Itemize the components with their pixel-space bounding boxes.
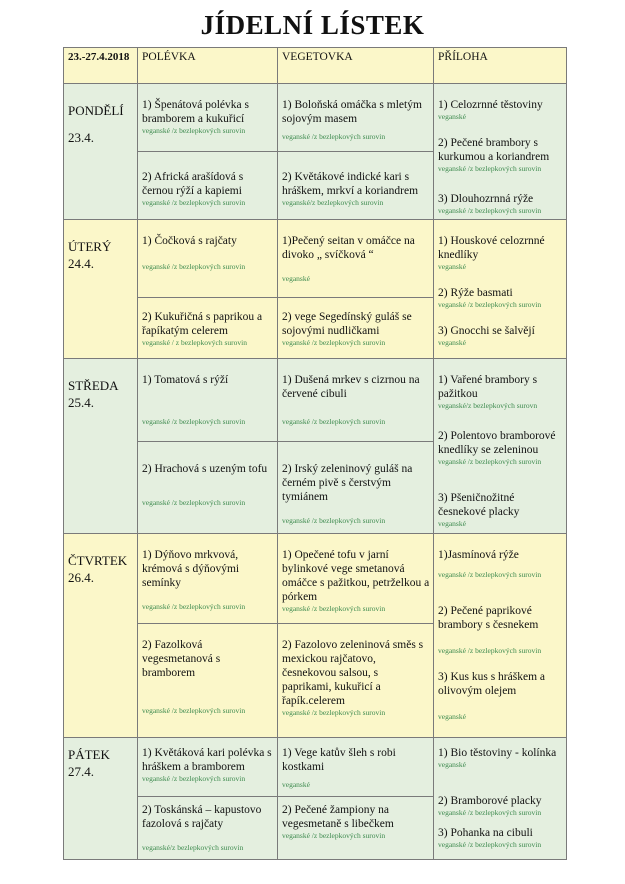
dish-text: 1)Pečený seitan v omáčce na divoko „ svíčková “ (282, 235, 415, 261)
diet-tag: veganské (438, 760, 466, 769)
dish-text: 1) Celozrnné těstoviny (438, 99, 543, 111)
side-cell (433, 83, 567, 220)
menu-title: JÍDELNÍ LÍSTEK (200, 10, 425, 40)
vege-cell (277, 737, 434, 797)
diet-tag: veganské /z bezlepkových surovin (438, 646, 542, 655)
dish-text: 1) Dýňovo mrkvová, krémová s dýňovými semínky (142, 549, 240, 589)
dish-text: 1) Špenátová polévka s bramborem a kukuřicí (142, 99, 249, 125)
dish-text: 2) Pečené paprikové brambory s česnekem (438, 605, 539, 631)
diet-tag: veganské /z bezlepkových surovin (438, 808, 542, 817)
diet-tag: veganské /z bezlepkových surovin (438, 206, 542, 215)
soup-cell (137, 83, 278, 152)
dish-text: 3) Pohanka na cibuli (438, 827, 533, 839)
menu-table (63, 47, 567, 860)
day-date: 27.4. (68, 764, 94, 779)
diet-tag: veganské /z bezlepkových surovin (142, 498, 246, 507)
diet-tag: veganské /z bezlepkových surovin (438, 164, 542, 173)
day-name: ÚTERÝ (68, 239, 112, 254)
day-name: PONDĚLÍ (68, 103, 124, 118)
dish-text: 3) Pšeničnožitné česnekové placky (438, 492, 520, 518)
dish-text: 2) Fazolovo zeleninová směs s mexickou rajčatovo, česnekovou salsou, s paprikami, kukuřicí a řapík.celerem (282, 639, 424, 707)
soup-cell (137, 358, 278, 442)
diet-tag: veganské /z bezlepkových surovin (282, 516, 386, 525)
diet-tag: veganské /z bezlepkových surovin (142, 774, 246, 783)
diet-tag: veganské /z bezlepkových surovin (282, 338, 386, 347)
day-name: PÁTEK (68, 747, 110, 762)
dish-text: 1) Vařené brambory s pažitkou (438, 374, 538, 400)
dish-text: 2) Hrachová s uzeným tofu (142, 463, 268, 475)
diet-tag: veganské /z bezlepkových surovin (142, 706, 246, 715)
dish-text: 2) Květákové indické kari s hráškem, mrkví a koriandrem (282, 171, 419, 197)
dish-text: 1) Tomatová s rýží (142, 374, 229, 386)
day-date: 24.4. (68, 256, 94, 271)
soup-cell (137, 151, 278, 220)
diet-tag: veganské /z bezlepkových surovin (282, 708, 386, 717)
vege-cell (277, 796, 434, 860)
diet-tag: veganské /z bezlepkových surovin (438, 300, 542, 309)
dish-text: 2) Polentovo bramborové knedlíky se zeleninou (438, 430, 556, 456)
dish-text: 2) Toskánská – kapustovo fazolová s rajčaty (142, 804, 262, 830)
soup-cell (137, 219, 278, 298)
diet-tag: veganské (438, 712, 466, 721)
vege-cell (277, 533, 434, 624)
diet-tag: veganské /z bezlepkových surovin (142, 126, 246, 135)
soup-cell (137, 623, 278, 738)
day-date: 23.4. (68, 130, 94, 145)
diet-tag: veganské /z bezlepkových surovin (282, 831, 386, 840)
soup-cell (137, 796, 278, 860)
soup-cell (137, 737, 278, 797)
header-date-range: 23.-27.4.2018 (63, 47, 138, 84)
diet-tag: veganské /z bezlepkových surovin (142, 262, 246, 271)
soup-cell (137, 441, 278, 534)
dish-text: 2) Fazolková vegesmetanová s bramborem (142, 639, 221, 679)
dish-text: 2) Bramborové placky (438, 795, 542, 807)
diet-tag: veganské (438, 112, 466, 121)
dish-text: 3) Kus kus s hráškem a olivovým olejem (438, 671, 545, 697)
dish-text: 1) Dušená mrkev s cizrnou na červené cibuli (282, 374, 420, 400)
day-tuesday (63, 219, 138, 359)
dish-text: 2) Pečené žampiony na vegesmetaně s libečkem (282, 804, 394, 830)
diet-tag: veganské/z bezlepkových surovin (142, 843, 244, 852)
vege-cell (277, 358, 434, 442)
diet-tag: veganské / z bezlepkových surovin (142, 338, 247, 347)
diet-tag: veganské/z bezlepkových surovin (282, 198, 384, 207)
diet-tag: veganské /z bezlepkových surovin (438, 457, 542, 466)
diet-tag: veganské (438, 262, 466, 271)
dish-text: 2) Kukuřičná s paprikou a řapíkatým celerem (142, 311, 263, 337)
side-cell (433, 533, 567, 738)
vege-cell (277, 151, 434, 220)
diet-tag: veganské /z bezlepkových surovin (142, 198, 246, 207)
dish-text: 2) Rýže basmati (438, 287, 513, 299)
dish-text: 2) Pečené brambory s kurkumou a koriandrem (438, 137, 550, 163)
vege-cell (277, 441, 434, 534)
diet-tag: veganské (438, 338, 466, 347)
diet-tag: veganské (282, 780, 310, 789)
day-name: STŘEDA (68, 378, 119, 393)
dish-text: 3) Gnocchi se šalvějí (438, 325, 535, 337)
dish-text: 1)Jasmínová rýže (438, 549, 519, 561)
vege-cell (277, 219, 434, 298)
side-cell (433, 219, 567, 359)
dish-text: 2) vege Segedínský guláš se sojovými nudličkami (282, 311, 412, 337)
diet-tag: veganské (282, 274, 310, 283)
day-thursday (63, 533, 138, 738)
day-name: ČTVRTEK (68, 553, 128, 568)
diet-tag: veganské /z bezlepkových surovin (282, 132, 386, 141)
dish-text: 2) Africká arašídová s černou rýží a kapiemi (142, 171, 244, 197)
day-date: 25.4. (68, 395, 94, 410)
dish-text: 1) Opečené tofu v jarní bylinkové vege smetanová omáčce s pažitkou, petrželkou a pórkem (282, 549, 430, 603)
dish-text: 3) Dlouhozrnná rýže (438, 193, 534, 205)
header-priloha: PŘÍLOHA (433, 47, 567, 84)
day-friday (63, 737, 138, 860)
diet-tag: veganské/z bezlepkových surovn (438, 401, 538, 410)
day-wednesday (63, 358, 138, 534)
vege-cell (277, 297, 434, 359)
header-polevka: POLÉVKA (137, 47, 278, 84)
vege-cell (277, 623, 434, 738)
dish-text: 1) Květáková kari polévka s hráškem a bramborem (142, 747, 272, 773)
dish-text: 1) Čočková s rajčaty (142, 235, 237, 247)
diet-tag: veganské /z bezlepkových surovin (282, 417, 386, 426)
diet-tag: veganské /z bezlepkových surovin (142, 417, 246, 426)
soup-cell (137, 297, 278, 359)
dish-text: 1) Vege katův šleh s robi kostkami (282, 747, 396, 773)
diet-tag: veganské /z bezlepkových surovin (282, 604, 386, 613)
diet-tag: veganské /z bezlepkových surovin (438, 840, 542, 849)
dish-text: 2) Irský zeleninový guláš na černém pivě s čerstvým tymiánem (282, 463, 413, 503)
vege-cell (277, 83, 434, 152)
side-cell (433, 358, 567, 534)
header-vegetovka: VEGETOVKA (277, 47, 434, 84)
soup-cell (137, 533, 278, 624)
day-date: 26.4. (68, 570, 94, 585)
diet-tag: veganské (438, 519, 466, 528)
dish-text: 1) Boloňská omáčka s mletým sojovým masem (282, 99, 422, 125)
dish-text: 1) Houskové celozrnné knedlíky (438, 235, 545, 261)
day-monday (63, 83, 138, 220)
diet-tag: veganské /z bezlepkových surovin (438, 570, 542, 579)
diet-tag: veganské /z bezlepkových surovin (142, 602, 246, 611)
side-cell (433, 737, 567, 860)
dish-text: 1) Bio těstoviny - kolínka (438, 747, 557, 759)
